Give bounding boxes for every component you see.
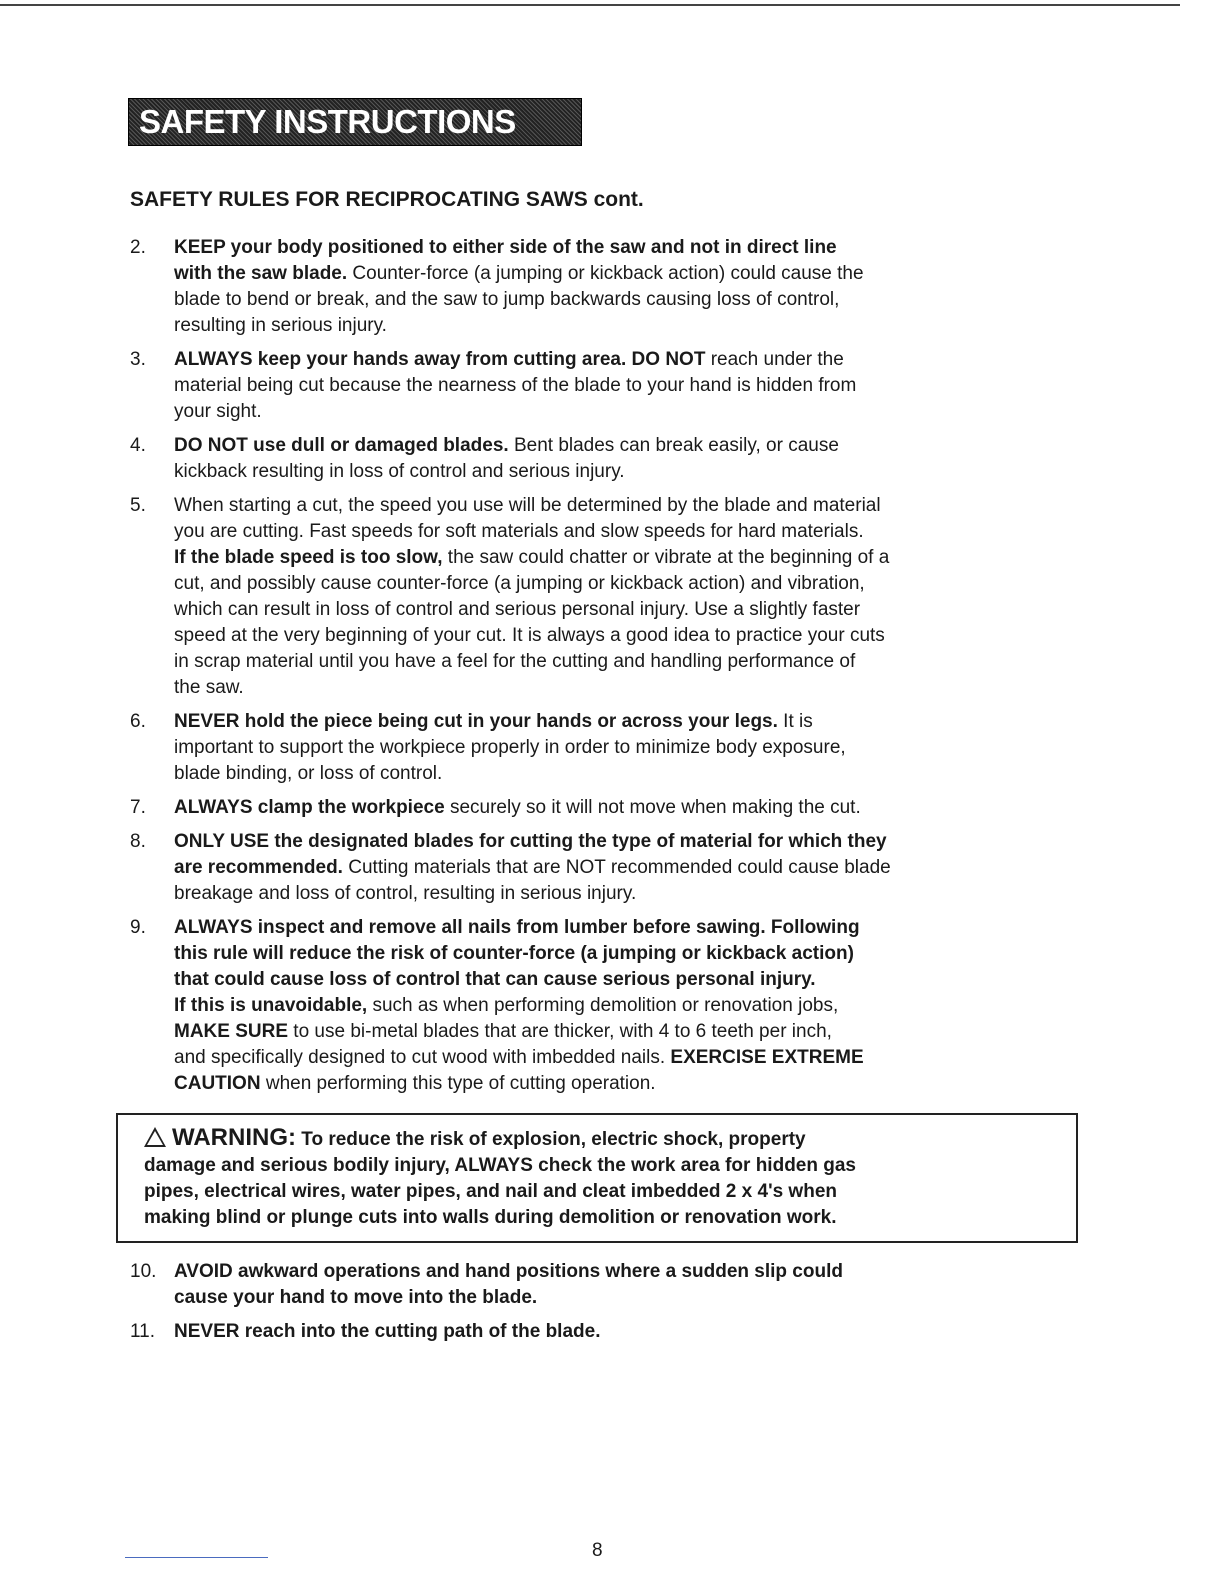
rule-item [128,915,1088,1097]
bold-text: NEVER reach into the cutting path of the blade. [174,1321,601,1342]
body-text: such as when performing demolition or renovation jobs, [367,995,839,1016]
bold-text: CAUTION [174,1073,261,1094]
warning-box [116,1113,1078,1243]
rule-line [174,493,1088,519]
rules-after-warning [128,1259,1088,1345]
body-text: blade to bend or break, and the saw to jump backwards causing loss of control, [174,289,840,310]
bold-text: EXERCISE EXTREME [670,1047,864,1068]
body-text: speed at the very beginning of your cut. It is always a good idea to practice your cuts [174,625,885,646]
body-text: your sight. [174,401,262,422]
rule-line [174,1045,1088,1071]
bold-text: that could cause loss of control that can cause serious personal injury. [174,969,816,990]
rule-item [128,1259,1088,1311]
rule-number: 6. [130,711,146,732]
rule-line [174,709,1088,735]
bold-text: with the saw blade. [174,263,348,284]
rule-line [174,545,1088,571]
rule-line [174,519,1088,545]
body-text: resulting in serious injury. [174,315,387,336]
rules-before-warning [128,235,1088,1097]
warning-triangle-icon [144,1127,166,1147]
rule-line [174,993,1088,1019]
rule-line [174,1285,1088,1311]
rule-number: 10. [130,1261,157,1282]
rule-number: 2. [130,237,146,258]
bold-text: ALWAYS keep your hands away from cutting area. DO NOT [174,349,706,370]
body-text: Bent blades can break easily, or cause [508,435,839,456]
bold-text: AVOID awkward operations and hand positions where a sudden slip could [174,1261,843,1282]
bold-text: ALWAYS clamp the workpiece [174,797,445,818]
rule-line [174,967,1088,993]
warning-line: pipes, electrical wires, water pipes, and nail and cleat imbedded 2 x 4's when [144,1181,837,1202]
body-text: securely so it will not move when making the cut. [444,797,861,818]
bold-text: If the blade speed is too slow, [174,547,443,568]
body-text: and specifically designed to cut wood with imbedded nails. [174,1047,671,1068]
body-text: in scrap material until you have a feel for the cutting and handling performance of [174,651,856,672]
banner-text: SAFETY INSTRUCTIONS cont. [139,103,516,178]
rule-line [174,433,1088,459]
rule-line [174,347,1088,373]
rule-line [174,829,1088,855]
section-title: SAFETY RULES FOR RECIPROCATING SAWS cont. [130,188,644,211]
rules-list [128,235,1088,1353]
rule-line [174,623,1088,649]
bold-text: If this is unavoidable, [174,995,368,1016]
body-text: When starting a cut, the speed you use will be determined by the blade and material [174,495,881,516]
rule-item [128,493,1088,701]
rule-line [174,1319,1088,1345]
body-text: blade binding, or loss of control. [174,763,443,784]
rule-item [128,795,1088,821]
body-text: to use bi-metal blades that are thicker, with 4 to 6 teeth per inch, [288,1021,832,1042]
rule-item [128,1319,1088,1345]
rule-line [174,915,1088,941]
body-text: cut, and possibly cause counter-force (a jumping or kickback action) and vibration, [174,573,865,594]
rule-line [174,1019,1088,1045]
bold-text: are recommended. [174,857,343,878]
rule-line [174,235,1088,261]
rule-number: 4. [130,435,146,456]
bold-text: this rule will reduce the risk of counter-force (a jumping or kickback action) [174,943,854,964]
footer-rule [125,1557,268,1558]
bold-text: cause your hand to move into the blade. [174,1287,538,1308]
bold-text: KEEP your body positioned to either side of the saw and not in direct line [174,237,837,258]
warning-label: WARNING: [172,1124,296,1151]
rule-line [174,1071,1088,1097]
rule-line [174,261,1088,287]
body-text: Cutting materials that are NOT recommended could cause blade [342,857,891,878]
bold-text: NEVER hold the piece being cut in your hands or across your legs. [174,711,778,732]
body-text: the saw could chatter or vibrate at the beginning of a [442,547,890,568]
body-text: breakage and loss of control, resulting in serious injury. [174,883,637,904]
top-rule [0,4,1180,6]
rule-line [174,675,1088,701]
rule-line [174,761,1088,787]
warning-line: making blind or plunge cuts into walls during demolition or renovation work. [144,1207,837,1228]
rule-line [174,313,1088,339]
section-banner [128,98,582,178]
body-text: important to support the workpiece properly in order to minimize body exposure, [174,737,846,758]
rule-number: 7. [130,797,146,818]
rule-line [174,459,1088,485]
bold-text: ONLY USE the designated blades for cutting the type of material for which they [174,831,887,852]
warning-line: To reduce the risk of explosion, electric shock, property [301,1129,806,1150]
body-text: which can result in loss of control and serious personal injury. Use a slightly faster [174,599,861,620]
body-text: Counter-force (a jumping or kickback action) could cause the [347,263,864,284]
body-text: when performing this type of cutting operation. [260,1073,656,1094]
bold-text: DO NOT use dull or damaged blades. [174,435,509,456]
rule-line [174,597,1088,623]
rule-number: 9. [130,917,146,938]
bold-text: ALWAYS inspect and remove all nails from lumber before sawing. Following [174,917,860,938]
rule-line [174,399,1088,425]
rule-number: 8. [130,831,146,852]
rule-line [174,649,1088,675]
rule-line [174,941,1088,967]
body-text: reach under the [705,349,844,370]
rule-number: 5. [130,495,146,516]
page-number: 8 [592,1540,603,1561]
body-text: kickback resulting in loss of control and serious injury. [174,461,625,482]
rule-item [128,709,1088,787]
rule-line [174,373,1088,399]
rule-line [174,881,1088,907]
body-text: It is [777,711,813,732]
bold-text: MAKE SURE [174,1021,289,1042]
rule-line [174,735,1088,761]
rule-item [128,433,1088,485]
rule-line [174,795,1088,821]
rule-number: 3. [130,349,146,370]
body-text: material being cut because the nearness of the blade to your hand is hidden from [174,375,857,396]
rule-line [174,571,1088,597]
body-text: the saw. [174,677,244,698]
rule-line [174,1259,1088,1285]
rule-line [174,287,1088,313]
rule-number: 11. [130,1321,156,1342]
rule-item [128,347,1088,425]
rule-line [174,855,1088,881]
rule-item [128,235,1088,339]
warning-line: damage and serious bodily injury, ALWAYS check the work area for hidden gas [144,1155,856,1176]
rule-item [128,829,1088,907]
body-text: you are cutting. Fast speeds for soft materials and slow speeds for hard materials. [174,521,864,542]
